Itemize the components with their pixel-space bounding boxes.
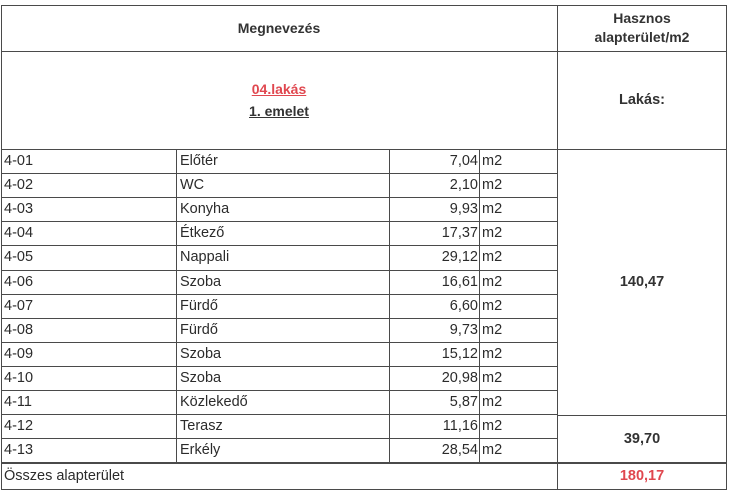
room-area: 7,04 xyxy=(449,153,478,170)
room-unit: m2 xyxy=(482,177,503,194)
room-area: 11,16 xyxy=(442,418,478,435)
total-value: 180,17 xyxy=(619,468,665,484)
room-area: 5,87 xyxy=(449,394,478,411)
apartment-subtotal: 140,47 xyxy=(619,274,665,290)
room-unit: m2 xyxy=(482,153,503,170)
header-area xyxy=(557,5,727,51)
room-name: WC xyxy=(180,177,205,194)
outdoor-subtotal: 39,70 xyxy=(623,430,661,447)
room-name: Nappali xyxy=(180,249,230,266)
apartment-number: 04.lakás xyxy=(251,81,307,97)
room-code: 4-05 xyxy=(4,249,34,266)
room-unit: m2 xyxy=(482,442,503,459)
floor-label: 1. emelet xyxy=(249,103,309,119)
room-area: 2,10 xyxy=(449,177,478,194)
room-name: Fürdő xyxy=(180,297,218,314)
room-name: Közlekedő xyxy=(180,394,248,411)
room-code: 4-03 xyxy=(4,201,34,218)
room-name: Erkély xyxy=(180,442,221,459)
room-area: 17,37 xyxy=(441,225,478,242)
room-unit: m2 xyxy=(482,225,503,242)
room-code: 4-08 xyxy=(4,321,34,338)
room-name: Szoba xyxy=(180,273,222,290)
room-area: 29,12 xyxy=(441,249,478,266)
room-code: 4-07 xyxy=(4,297,34,314)
room-code: 4-04 xyxy=(4,225,34,242)
room-unit: m2 xyxy=(482,369,503,386)
room-unit: m2 xyxy=(482,297,503,314)
room-area: 15,12 xyxy=(441,345,478,362)
room-code: 4-10 xyxy=(4,369,34,386)
header-area-line1: Hasznos xyxy=(613,10,671,26)
room-code: 4-13 xyxy=(4,442,34,459)
room-unit: m2 xyxy=(482,273,503,290)
room-code: 4-01 xyxy=(4,153,34,170)
room-name: Fürdő xyxy=(180,321,218,338)
room-code: 4-11 xyxy=(4,394,32,411)
room-unit: m2 xyxy=(482,321,503,338)
header-designation: Megnevezés xyxy=(237,20,321,36)
room-name: Előtér xyxy=(180,153,218,170)
room-unit: m2 xyxy=(482,418,503,435)
room-code: 4-06 xyxy=(4,273,34,290)
room-unit: m2 xyxy=(482,394,503,411)
room-name: Szoba xyxy=(180,369,222,386)
header-area-line2: alapterület/m2 xyxy=(594,29,690,45)
room-name: Szoba xyxy=(180,345,222,362)
unit-title xyxy=(1,75,557,125)
room-code: 4-09 xyxy=(4,345,34,362)
apartment-group-label: Lakás: xyxy=(619,92,665,108)
room-unit: m2 xyxy=(482,201,503,218)
room-unit: m2 xyxy=(482,345,503,362)
room-area: 16,61 xyxy=(441,273,478,290)
room-area: 9,93 xyxy=(449,201,478,218)
room-area: 28,54 xyxy=(441,442,478,459)
room-area: 20,98 xyxy=(441,369,478,386)
room-unit: m2 xyxy=(482,249,503,266)
room-name: Terasz xyxy=(180,418,223,435)
total-label: Összes alapterület xyxy=(4,468,125,484)
room-area: 9,73 xyxy=(449,321,478,338)
room-code: 4-02 xyxy=(4,177,34,194)
room-name: Konyha xyxy=(180,201,230,218)
room-name: Étkező xyxy=(180,225,225,242)
room-area: 6,60 xyxy=(449,297,478,314)
room-code: 4-12 xyxy=(4,418,34,435)
